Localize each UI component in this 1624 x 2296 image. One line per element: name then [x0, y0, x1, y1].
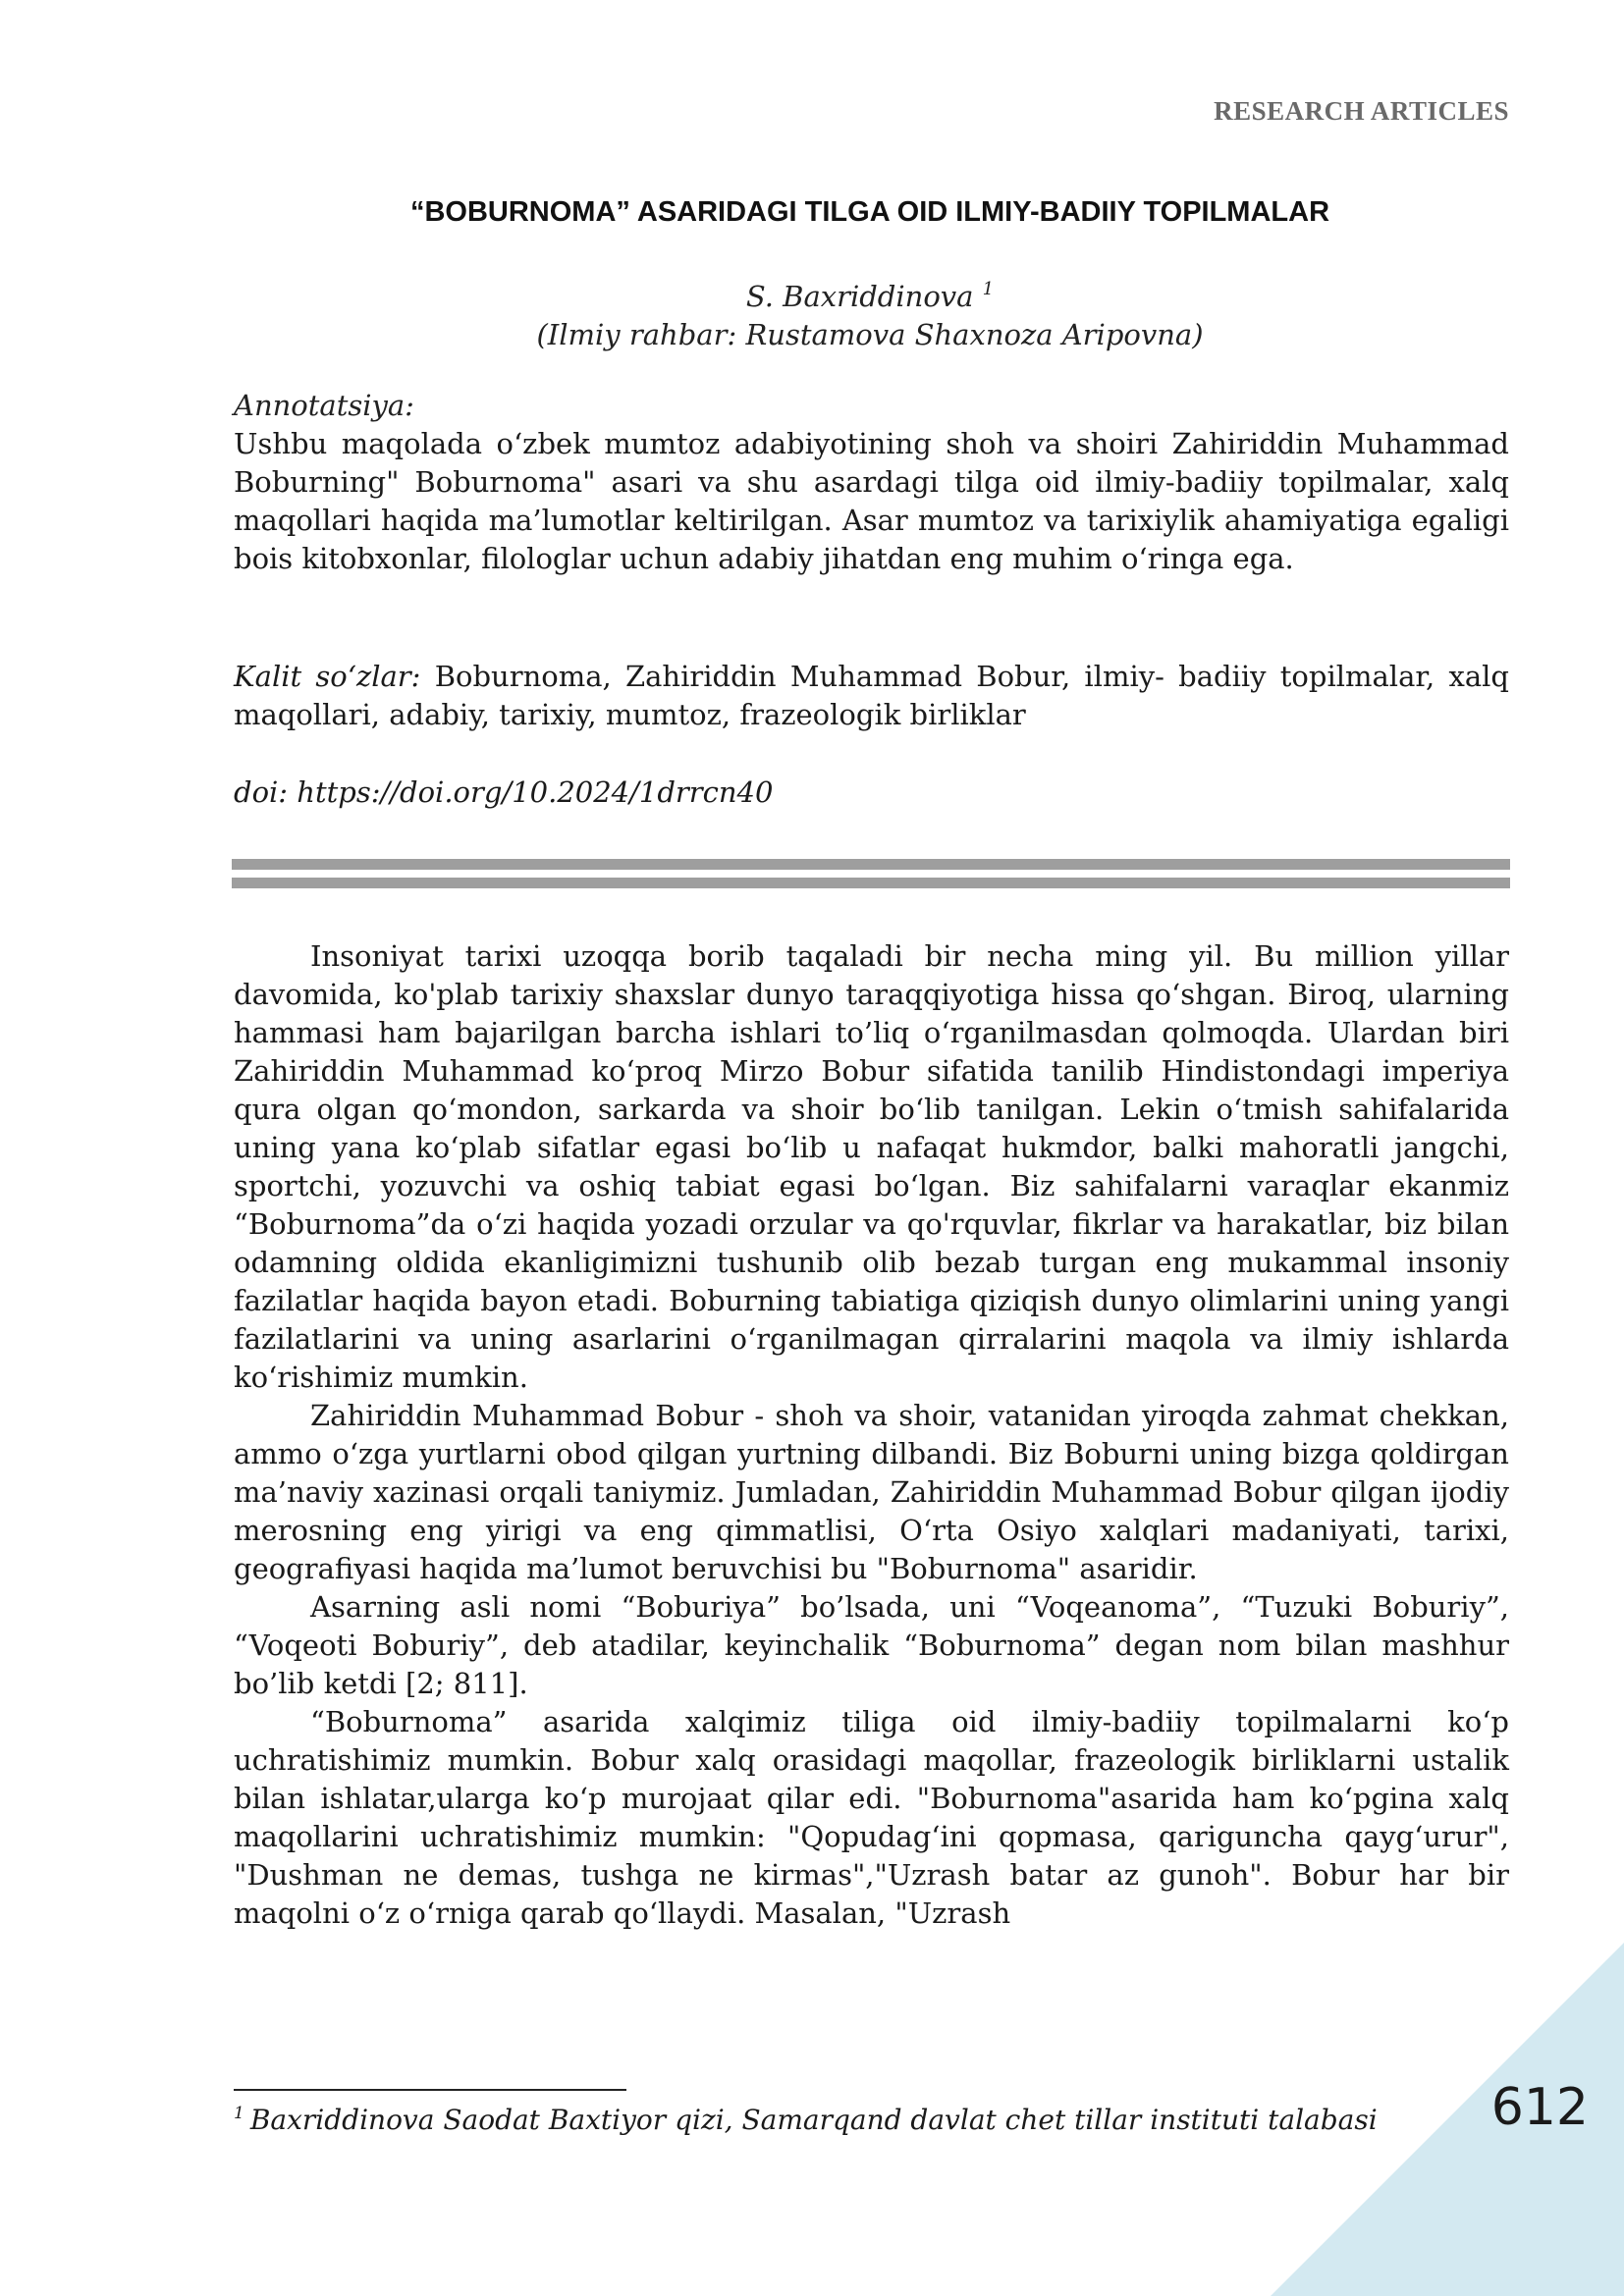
annotation-text: Ushbu maqolada o‘zbek mumtoz adabiyotining shoh va shoiri Zahiriddin Muhammad Boburning" Boburnoma" asari va shu asardagi tilga oid ilmiy-badiiy topilmalar, xalq maqollari haqida ma’lumotlar keltirilgan. Asar mumtoz va tarixiylik ahamiyatiga egaligi bois kitobxonlar, filologlar uchun adabiy jihatdan eng muhim o‘ringa ega. — [234, 427, 1509, 575]
doi-link[interactable]: doi: https://doi.org/10.2024/1drrcn40 — [234, 775, 774, 809]
author-line — [231, 278, 1509, 316]
section-label: RESEARCH ARTICLES — [1214, 96, 1509, 126]
section-divider-bottom — [232, 878, 1510, 888]
section-divider-top — [232, 859, 1510, 870]
keywords — [234, 658, 1509, 734]
footnote — [234, 2104, 1378, 2136]
body-paragraph: Insoniyat tarixi uzoqqa borib taqaladi bir necha ming yil. Bu million yillar davomida, ko'plab tarixiy shaxslar dunyo taraqqiyotiga hissa qo‘shgan. Biroq, ularning hammasi ham bajarilgan barcha ishlari to’liq o‘rganilmasdan qolmoqda. Ulardan biri Zahiriddin Muhammad ko‘proq Mirzo Bobur sifatida tanilib Hindistondagi imperiya qura olgan qo‘mondon, sarkarda va shoir bo‘lib tanilgan. Lekin o‘tmish sahifalarida uning yana ko‘plab sifatlar egasi bo‘lib u nafaqat hukmdor, balki mahoratli jangchi, sportchi, yozuvchi va oshiq tabiat egasi bo‘lgan. Biz sahifalarni varaqlar ekanmiz “Boburnoma”da o‘zi haqida yozadi orzular va qo'rquvlar, fikrlar va harakatlar, biz bilan odamning oldida ekanligimizni tushunib olib bezab turgan eng mukammal insoniy fazilatlar haqida bayon etadi. Boburning tabiatiga qiziqish dunyo olimlarini uning yangi fazilatlarini va uning asarlarini o‘rganilmagan qirralarini maqola va ilmiy ishlarda ko‘rishimiz mumkin. — [234, 939, 1509, 1394]
footnote-divider — [234, 2089, 626, 2091]
footnote-marker: 1 — [234, 2104, 244, 2123]
author-block — [231, 278, 1509, 354]
annotation-heading: Annotatsiya: — [234, 389, 414, 422]
page-number: 612 — [1490, 2078, 1589, 2137]
author-name: S. Baxriddinova — [745, 280, 974, 313]
body-paragraph: “Boburnoma” asarida xalqimiz tiliga oid ilmiy-badiiy topilmalarni ko‘p uchratishimiz mumkin. Bobur xalq orasidagi maqollar, frazeologik birliklarni ustalik bilan ishlatar,ularga ko‘p murojaat qilar edi. "Boburnoma"asarida ham ko‘pgina xalq maqollarini uchratishimiz mumkin: "Qopudag‘ini qopmasa, qariguncha qayg‘urur", "Dushman ne demas, tushga ne kirmas","Uzrash batar az gunoh". Bobur har bir maqolni o‘z o‘rniga qarab qo‘llaydi. Masalan, "Uzrash — [234, 1705, 1509, 1930]
article-title: “BOBURNOMA” ASARIDAGI TILGA OID ILMIY-BADIIY TOPILMALAR — [409, 196, 1330, 228]
footnote-text: Baxriddinova Saodat Baxtiyor qizi, Samarqand davlat chet tillar instituti talabasi — [249, 2104, 1378, 2136]
body-paragraph: Zahiriddin Muhammad Bobur - shoh va shoir, vatanidan yiroqda zahmat chekkan, ammo o‘zga yurtlarni obod qilgan yurtning dilbandi. Biz Boburni uning bizga qoldirgan ma’naviy xazinasi orqali taniymiz. Jumladan, Zahiriddin Muhammad Bobur qilgan ijodiy merosning eng yirigi va eng qimmatlisi, O‘rta Osiyo xalqlari madaniyati, tarixi, geografiyasi haqida ma’lumot beruvchisi bu "Boburnoma" asaridir. — [234, 1399, 1509, 1585]
author-footnote-marker[interactable]: 1 — [982, 279, 995, 299]
keywords-text: Boburnoma, Zahiriddin Muhammad Bobur, ilmiy- badiiy topilmalar, xalq maqollari, adabiy, tarixiy, mumtoz, frazeologik birliklar — [234, 660, 1509, 731]
body-paragraph: Asarning asli nomi “Boburiya” bo’lsada, uni “Voqeanoma”, “Tuzuki Boburiy”, “Voqeoti Boburiy”, deb atadilar, keyinchalik “Boburnoma” degan nom bilan mashhur bo’lib ketdi [2; 811]. — [234, 1590, 1509, 1700]
advisor-line: (Ilmiy rahbar: Rustamova Shaxnoza Aripovna) — [536, 318, 1204, 351]
article-body — [234, 937, 1509, 1933]
keywords-label: Kalit so‘zlar: — [234, 660, 421, 693]
